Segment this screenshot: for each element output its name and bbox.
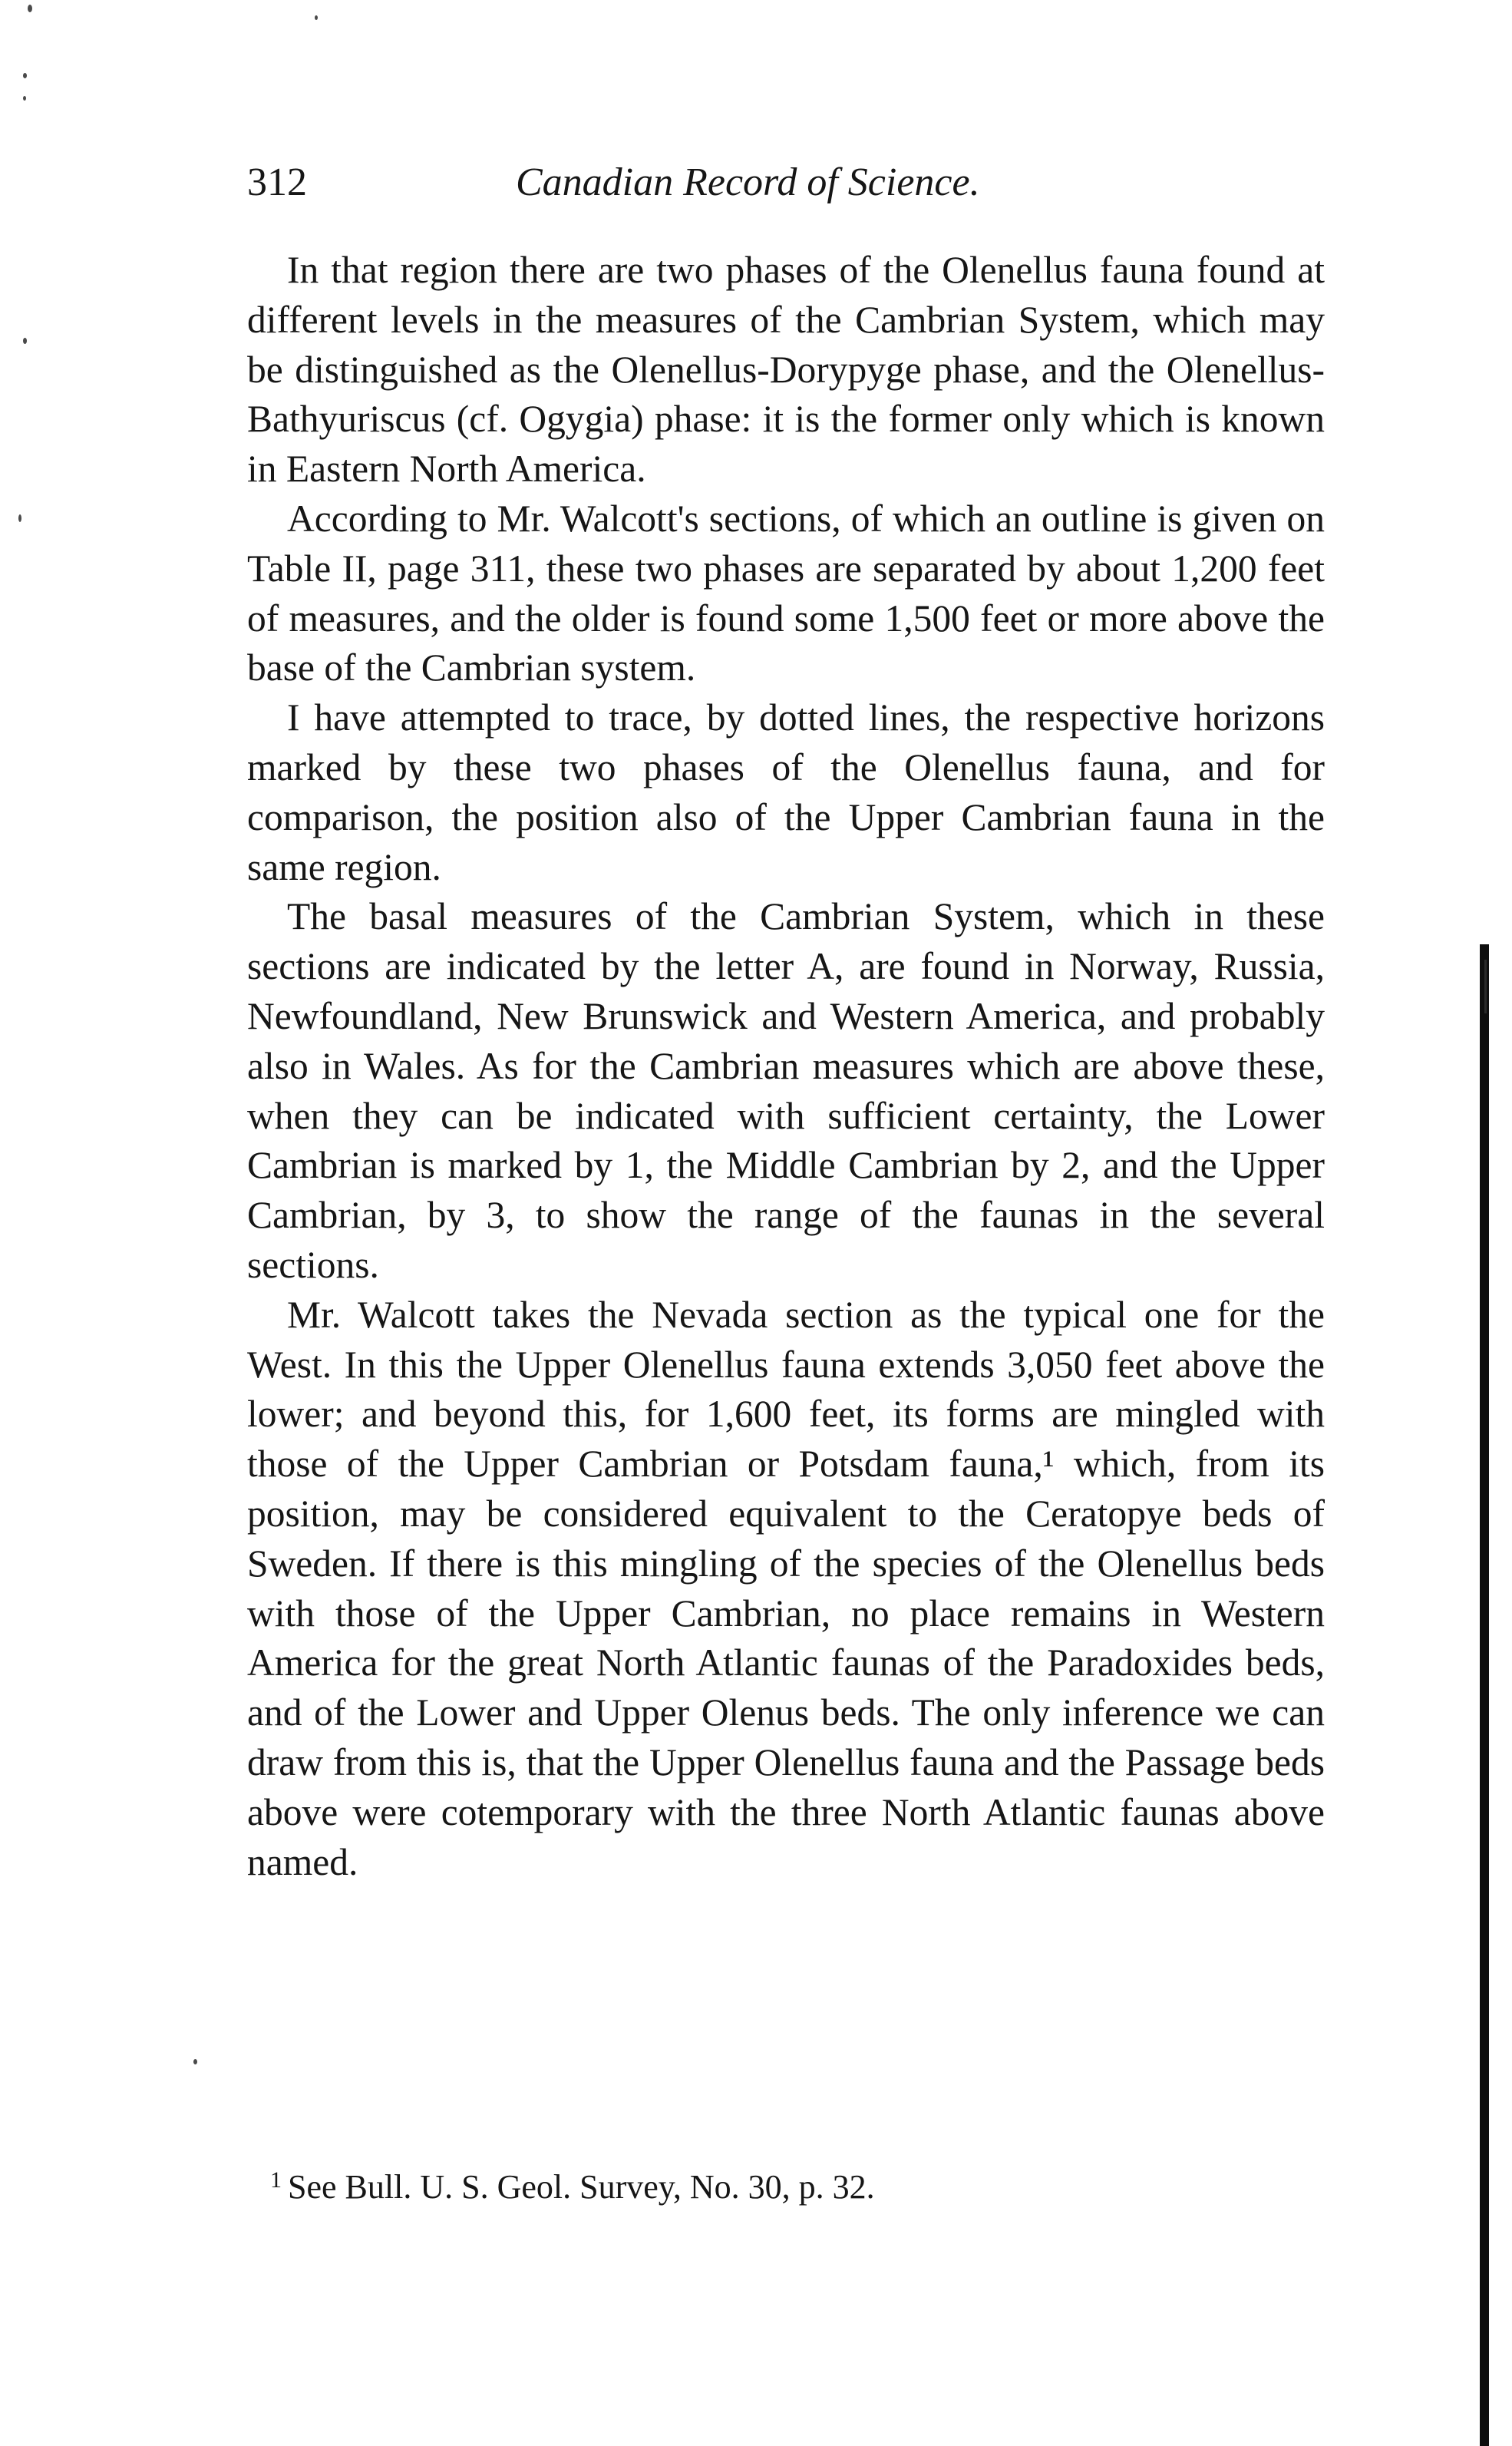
scan-speck (28, 5, 32, 12)
scan-speck (23, 96, 26, 101)
page-number: 312 (247, 160, 307, 204)
scan-speck (315, 15, 318, 20)
body-text (247, 246, 1325, 1887)
footnote-text: See Bull. U. S. Geol. Survey, No. 30, p. 32. (288, 2168, 875, 2206)
page-edge-shadow (1480, 944, 1489, 2446)
paragraph-basal-measures: The basal measures of the Cambrian System, which in these sections are indicated by the letter A, are found in Norway, Russia, Newfoundland, New Brunswick and Western America, and probably also in Wales. As for the Cambrian measures which are above these, when they can be indicated with sufficient certainty, the Lower Cambrian is marked by 1, the Middle Cambrian by 2, and the Upper Cambrian, by 3, to show the range of the faunas in the several sections. (247, 895, 1325, 1286)
paragraph-dotted-lines: I have attempted to trace, by dotted lines, the respective horizons marked by these two phases of the Olenellus fauna, and for comparison, the position also of the Upper Cambrian fauna in the same region. (247, 696, 1325, 888)
scan-speck (18, 514, 21, 522)
paragraph-olenellus-phases: In that region there are two phases of the Olenellus fauna found at different levels in the measures of the Cambrian System, which may be distinguished as the Olenellus-Dorypyge phase, and the Olenellus-Bathyuriscus (cf. Ogygia) phase: it is the former only which is known in Eastern North America. (247, 249, 1325, 491)
footnote (270, 2157, 1268, 2210)
scan-speck (23, 73, 27, 78)
page-edge-mark (1484, 960, 1487, 1013)
paragraph-walcott-sections: According to Mr. Walcott's sections, of which an outline is given on Table II, page 311, these two phases are separated by about 1,200 feet of measures, and the older is found some 1,500 feet or more above the base of the Cambrian system. (247, 497, 1325, 689)
scan-speck (193, 2059, 197, 2064)
paragraph-nevada-section: Mr. Walcott takes the Nevada section as the typical one for the West. In this the Upper Olenellus fauna extends 3,050 feet above the lower; and beyond this, for 1,600 feet, its forms are mingled with those of the Upper Cambrian or Potsdam fauna,¹ which, from its position, may be considered equivalent to the Ceratopye beds of Sweden. If there is this mingling of the species of the Olenellus beds with those of the Upper Cambrian, no place remains in Western America for the great North Atlantic faunas of the Paradoxides beds, and of the Lower and Upper Olenus beds. The only inference we can draw from this is, that the Upper Olenellus fauna and the Passage beds above were cotemporary with the three North Atlantic faunas above named. (247, 1293, 1325, 1883)
page-header (247, 152, 1061, 213)
scan-speck (23, 338, 27, 344)
footnote-marker: 1 (270, 2167, 282, 2193)
running-title: Canadian Record of Science. (516, 160, 980, 204)
